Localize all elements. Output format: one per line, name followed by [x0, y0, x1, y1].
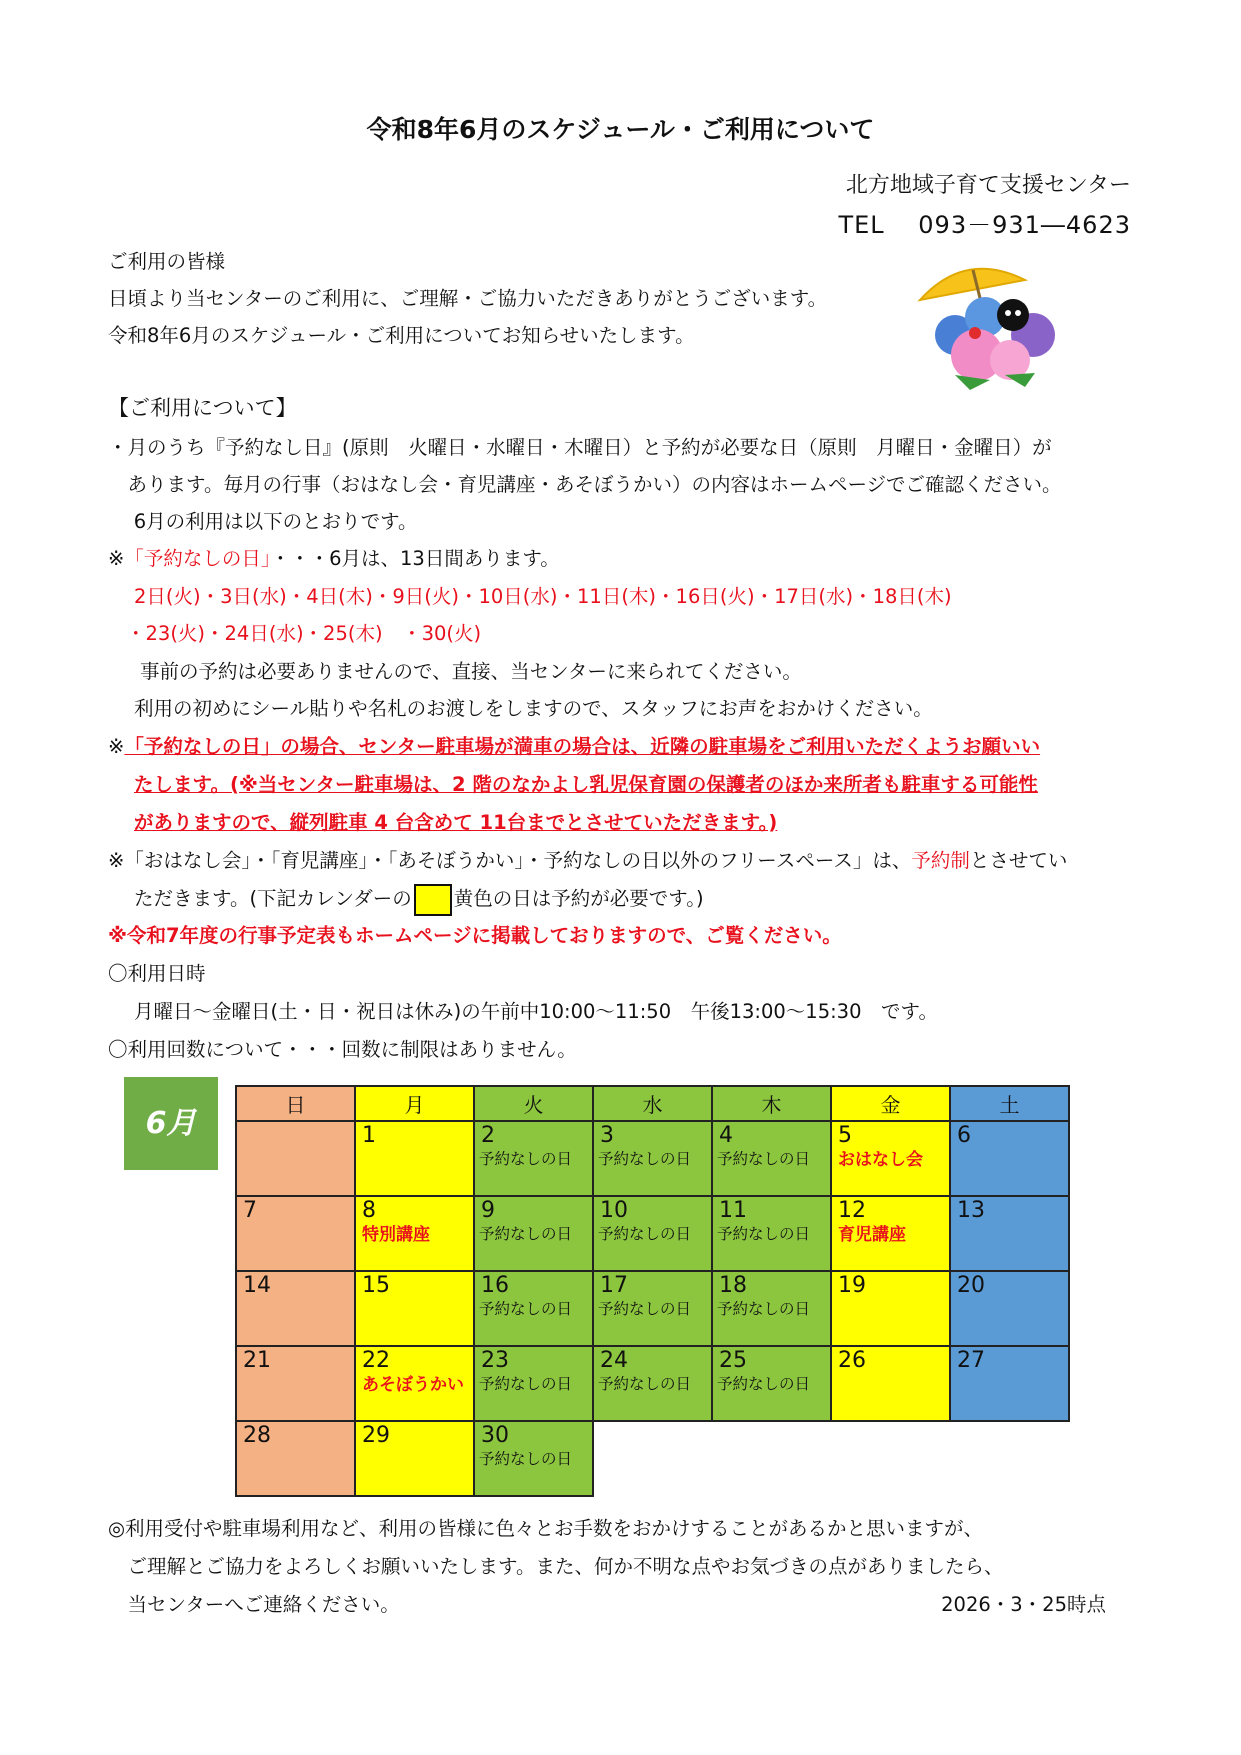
reservation-system: 予約制	[911, 849, 970, 872]
day-number: 1	[362, 1123, 376, 1148]
free-day-note: 予約なしの日	[717, 1300, 811, 1318]
day-number: 4	[719, 1123, 733, 1148]
day-number: 2	[481, 1123, 495, 1148]
day-number: 6	[957, 1123, 971, 1148]
calendar-day-cell	[950, 1121, 1069, 1196]
day-number: 7	[243, 1198, 257, 1223]
parking-line-1: 「予約なしの日」の場合、センター駐車場が満車の場合は、近隣の駐車場をご利用いただくようお願いい	[124, 735, 1041, 758]
header-thu: 木	[712, 1086, 831, 1121]
calendar-day-cell	[712, 1196, 831, 1271]
usage-p3: 6月の利用は以下のとおりです。	[108, 510, 418, 533]
free-day-note: 予約なしの日	[598, 1375, 692, 1393]
event-label: おはなし会	[838, 1150, 923, 1170]
calendar-empty-cell	[712, 1421, 831, 1496]
as-of-date: 2026・3・25時点	[941, 1593, 1106, 1616]
calendar-day-cell	[236, 1121, 355, 1196]
calendar-day-cell	[355, 1196, 474, 1271]
footer-line-3: 当センターへご連絡ください。	[108, 1593, 400, 1616]
calendar-week-row	[236, 1271, 1069, 1346]
free-day-note: 予約なしの日	[717, 1225, 811, 1243]
day-number: 16	[481, 1273, 509, 1298]
usage-p2: あります。毎月の行事（おはなし会・育児講座・あそぼうかい）の内容はホームページでご確認ください。	[108, 473, 1062, 496]
org-tel: TEL 093－931―4623	[838, 211, 1131, 239]
calendar-day-cell	[593, 1121, 712, 1196]
hours-heading: 〇利用日時	[108, 962, 206, 985]
day-number: 19	[838, 1273, 866, 1298]
free-day-note: 予約なしの日	[479, 1375, 573, 1393]
org-name: 北方地域子育て支援センター	[845, 173, 1131, 198]
day-number: 21	[243, 1348, 271, 1373]
free-days-note	[108, 543, 560, 571]
calendar-week-row	[236, 1346, 1069, 1421]
umbrella-hydrangea-illustration	[915, 255, 1065, 395]
day-number: 18	[719, 1273, 747, 1298]
calendar-body	[236, 1121, 1069, 1496]
annual-plan-note: ※令和7年度の行事予定表もホームページに掲載しておりますので、ご覧ください。	[108, 924, 842, 947]
free-days-list-2: ・23(火)・24日(水)・25(木) ・30(火)	[126, 622, 482, 645]
calendar-day-cell	[950, 1346, 1069, 1421]
footer-line-1: ◎利用受付や駐車場利用など、利用の皆様に色々とお手数をおかけすることがあるかと思いますが、	[108, 1517, 984, 1540]
header-fri: 金	[831, 1086, 950, 1121]
calendar-day-cell	[474, 1121, 593, 1196]
calendar-header-row	[236, 1086, 1069, 1121]
reservation-line-2a: ただきます。(下記カレンダーの	[134, 887, 412, 910]
day-number: 28	[243, 1423, 271, 1448]
calendar-day-cell	[355, 1346, 474, 1421]
calendar-day-cell	[236, 1196, 355, 1271]
calendar-day-cell	[236, 1346, 355, 1421]
day-number: 30	[481, 1423, 509, 1448]
calendar-table	[235, 1085, 1070, 1497]
calendar-day-cell	[712, 1271, 831, 1346]
day-number	[237, 1122, 354, 1123]
calendar-day-cell	[593, 1196, 712, 1271]
header-wed: 水	[593, 1086, 712, 1121]
day-number: 26	[838, 1348, 866, 1373]
free-day-note: 予約なしの日	[598, 1300, 692, 1318]
calendar-day-cell	[831, 1271, 950, 1346]
day-number: 13	[957, 1198, 985, 1223]
calendar-day-cell	[236, 1421, 355, 1496]
calendar-empty-cell	[950, 1421, 1069, 1496]
free-day-note: 予約なしの日	[598, 1225, 692, 1243]
event-label: あそぼうかい	[362, 1375, 464, 1395]
calendar-week-row	[236, 1121, 1069, 1196]
header-sun: 日	[236, 1086, 355, 1121]
day-number: 10	[600, 1198, 628, 1223]
usage-heading: 【ご利用について】	[108, 396, 297, 420]
intro-line-1: 日頃より当センターのご利用に、ご理解・ご協力いただきありがとうございます。	[108, 287, 828, 310]
parking-note	[108, 731, 1040, 759]
free-day-note: 予約なしの日	[717, 1150, 811, 1168]
day-number: 25	[719, 1348, 747, 1373]
page-title: 令和8年6月のスケジュール・ご利用について	[366, 115, 875, 144]
intro-line-2: 令和8年6月のスケジュール・ご利用についてお知らせいたします。	[108, 324, 695, 347]
hours-text: 月曜日～金曜日(土・日・祝日は休み)の午前中10:00～11:50 午後13:00～15:30 です。	[134, 1000, 938, 1023]
yellow-swatch	[414, 884, 452, 916]
calendar-day-cell	[831, 1121, 950, 1196]
day-number: 15	[362, 1273, 390, 1298]
reservation-line-2b: 黄色の日は予約が必要です。)	[453, 887, 704, 910]
header-tue: 火	[474, 1086, 593, 1121]
footer-line-2: ご理解とご協力をよろしくお願いいたします。また、何か不明な点やお気づきの点がありましたら、	[108, 1555, 1004, 1578]
day-number: 5	[838, 1123, 852, 1148]
calendar-week-row	[236, 1421, 1069, 1496]
day-number: 9	[481, 1198, 495, 1223]
header-mon: 月	[355, 1086, 474, 1121]
calendar-day-cell	[355, 1421, 474, 1496]
free-day-count: ・・・6月は、13日間あります。	[270, 547, 560, 570]
calendar-day-cell	[593, 1271, 712, 1346]
calendar-day-cell	[355, 1121, 474, 1196]
count-text: 〇利用回数について・・・回数に制限はありません。	[108, 1038, 577, 1061]
free-day-note: 予約なしの日	[479, 1225, 573, 1243]
free-day-note: 予約なしの日	[479, 1150, 573, 1168]
event-label: 特別講座	[362, 1225, 430, 1245]
reservation-line-2	[134, 883, 704, 916]
calendar-day-cell	[831, 1346, 950, 1421]
usage-p4: 事前の予約は必要ありませんので、直接、当センターに来られてください。	[140, 660, 802, 683]
free-day-note: 予約なしの日	[479, 1300, 573, 1318]
day-number: 24	[600, 1348, 628, 1373]
day-number: 11	[719, 1198, 747, 1223]
free-day-note: 予約なしの日	[598, 1150, 692, 1168]
day-number: 8	[362, 1198, 376, 1223]
note-mark: ※	[108, 547, 125, 570]
calendar-day-cell	[474, 1421, 593, 1496]
calendar-day-cell	[355, 1271, 474, 1346]
reservation-note	[108, 845, 1067, 873]
day-number: 22	[362, 1348, 390, 1373]
free-day-note: 予約なしの日	[717, 1375, 811, 1393]
free-day-note: 予約なしの日	[479, 1450, 573, 1468]
greeting: ご利用の皆様	[108, 250, 226, 273]
calendar-day-cell	[236, 1271, 355, 1346]
calendar-day-cell	[712, 1121, 831, 1196]
reservation-line-1c: とさせてい	[969, 849, 1068, 872]
event-label: 育児講座	[838, 1225, 906, 1245]
day-number: 3	[600, 1123, 614, 1148]
free-day-label: 「予約なしの日」	[124, 547, 271, 570]
day-number: 14	[243, 1273, 271, 1298]
header-sat: 土	[950, 1086, 1069, 1121]
calendar-day-cell	[831, 1196, 950, 1271]
free-days-list-1: 2日(火)・3日(水)・4日(木)・9日(火)・10日(水)・11日(木)・16日(火)・17日(水)・18日(木)	[134, 585, 952, 608]
usage-p5: 利用の初めにシール貼りや名札のお渡しをしますので、スタッフにお声をおかけください。	[134, 697, 933, 720]
calendar-day-cell	[474, 1196, 593, 1271]
calendar-day-cell	[474, 1346, 593, 1421]
usage-p1: ・月のうち『予約なし日』(原則 火曜日・水曜日・木曜日）と予約が必要な日（原則 月曜日・金曜日）が	[108, 436, 1052, 459]
calendar-week-row	[236, 1196, 1069, 1271]
day-number: 17	[600, 1273, 628, 1298]
calendar-empty-cell	[593, 1421, 712, 1496]
reservation-line-1a: ※「おはなし会」・「育児講座」・「あそぼうかい」・予約なしの日以外のフリースペース」は、	[108, 849, 912, 872]
calendar-empty-cell	[831, 1421, 950, 1496]
calendar-day-cell	[474, 1271, 593, 1346]
calendar-day-cell	[593, 1346, 712, 1421]
parking-line-3: がありますので、縦列駐車 4 台含めて 11台までとさせていただきます。)	[134, 811, 778, 834]
month-badge: 6月	[124, 1077, 218, 1170]
calendar-day-cell	[950, 1196, 1069, 1271]
calendar-day-cell	[712, 1346, 831, 1421]
note-mark: ※	[108, 735, 125, 758]
parking-line-2: たします。(※当センター駐車場は、2 階のなかよし乳児保育園の保護者のほか来所者も駐車する可能性	[134, 773, 1038, 796]
day-number: 29	[362, 1423, 390, 1448]
day-number: 23	[481, 1348, 509, 1373]
calendar-day-cell	[950, 1271, 1069, 1346]
day-number: 12	[838, 1198, 866, 1223]
day-number: 20	[957, 1273, 985, 1298]
day-number: 27	[957, 1348, 985, 1373]
